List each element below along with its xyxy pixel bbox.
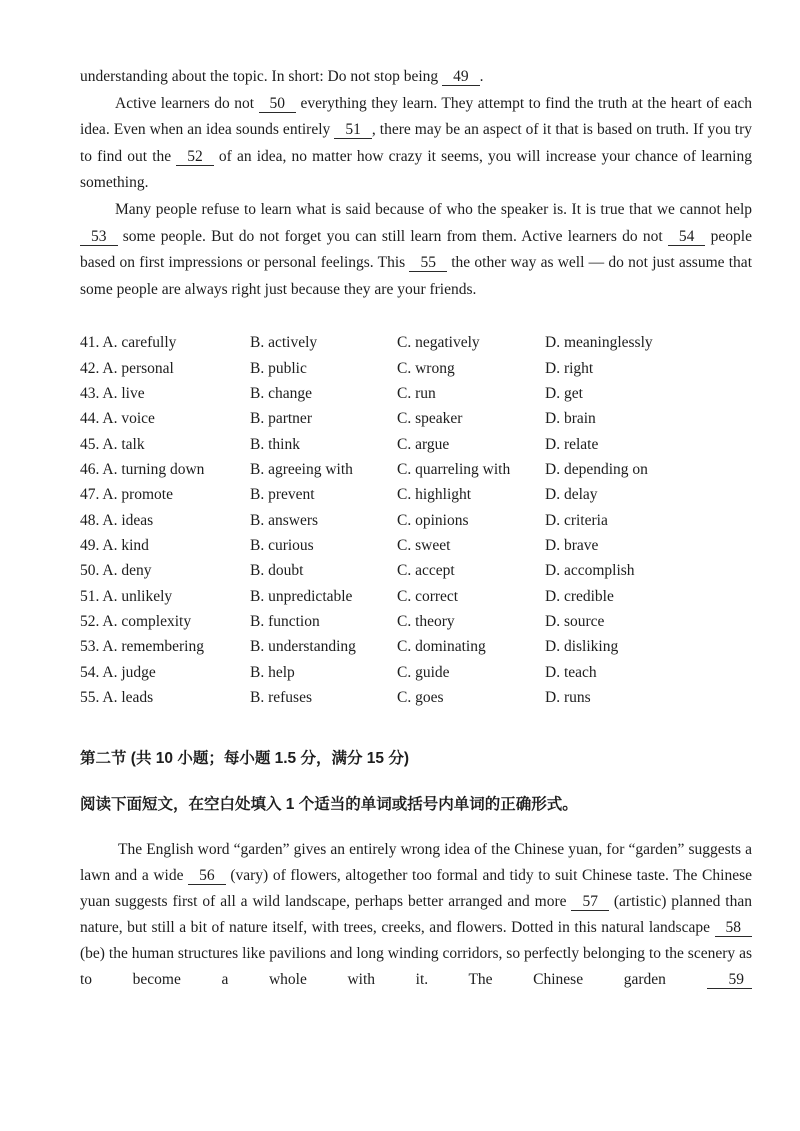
option-c: C. sweet bbox=[397, 537, 451, 555]
option-a: 51. A. unlikely bbox=[80, 587, 173, 605]
section2 bbox=[80, 748, 752, 816]
option-b: B. think bbox=[250, 435, 300, 453]
options-table bbox=[80, 330, 752, 710]
option-row bbox=[80, 533, 752, 558]
option-d: D. criteria bbox=[545, 511, 608, 529]
option-b: B. function bbox=[250, 613, 320, 631]
option-d: D. credible bbox=[545, 587, 614, 605]
gap-fill-passage bbox=[80, 837, 752, 993]
section2-instruction: 阅读下面短文，在空白处填入 1 个适当的单词或括号内单词的正确形式。 bbox=[80, 795, 578, 813]
blank-51: 51 bbox=[334, 121, 372, 139]
option-b: B. curious bbox=[250, 537, 314, 555]
option-d: D. source bbox=[545, 613, 605, 631]
option-b: B. agreeing with bbox=[250, 461, 353, 479]
option-c: C. goes bbox=[397, 689, 444, 707]
option-d: D. disliking bbox=[545, 638, 619, 656]
blank-59: 59 bbox=[707, 971, 753, 989]
option-a: 46. A. turning down bbox=[80, 461, 205, 479]
option-a: 42. A. personal bbox=[80, 359, 174, 377]
option-row bbox=[80, 432, 752, 457]
blank-55: 55 bbox=[409, 254, 447, 272]
cloze-paragraph-1: understanding about the topic. In short: Do not stop being 49 . bbox=[80, 68, 484, 85]
option-a: 53. A. remembering bbox=[80, 638, 204, 656]
option-b: B. help bbox=[250, 663, 295, 681]
cloze-paragraph-2: Active learners do not 50 everything they learn. They attempt to find the truth at the heart of each idea. Even when an idea sounds entirely 51 , there may be an aspect of it that is based on truth. If you try to find out the 52 of an idea, no matter how crazy it seems, you will increase your chance of learning something. bbox=[80, 94, 752, 192]
option-row bbox=[80, 584, 752, 609]
option-c: C. argue bbox=[397, 435, 450, 453]
option-a: 45. A. talk bbox=[80, 435, 145, 453]
option-a: 54. A. judge bbox=[80, 663, 156, 681]
option-c: C. accept bbox=[397, 562, 455, 580]
option-c: C. guide bbox=[397, 663, 450, 681]
option-d: D. right bbox=[545, 359, 594, 377]
option-row bbox=[80, 634, 752, 659]
option-a: 49. A. kind bbox=[80, 537, 149, 555]
option-b: B. answers bbox=[250, 511, 319, 529]
option-row bbox=[80, 330, 752, 355]
cloze-paragraph-3: Many people refuse to learn what is said because of who the speaker is. It is true that we cannot help 53 some people. But do not forget you can still learn from them. Active learners do not 54 people based on first impressions or personal feelings. This 55 the other way as well — do not just assume that some people are always right just because they are your friends. bbox=[80, 200, 752, 298]
option-d: D. teach bbox=[545, 663, 597, 681]
blank-56: 56 bbox=[188, 867, 226, 885]
option-b: B. refuses bbox=[250, 689, 312, 707]
option-row bbox=[80, 685, 752, 710]
cloze-passage bbox=[80, 64, 752, 303]
option-c: C. speaker bbox=[397, 410, 463, 428]
option-d: D. accomplish bbox=[545, 562, 635, 580]
option-row bbox=[80, 660, 752, 685]
blank-52: 52 bbox=[176, 148, 214, 166]
option-a: 43. A. live bbox=[80, 385, 145, 403]
option-b: B. change bbox=[250, 385, 312, 403]
option-c: C. correct bbox=[397, 587, 459, 605]
gap-fill-paragraph: The English word “garden” gives an entirely wrong idea of the Chinese yuan, for “garden” suggests a lawn and a wide 56 (vary) of flowers, altogether too formal and tidy to suit Chinese taste. The Chinese yuan suggests first of all a wild landscape, perhaps better arranged and more 57 (artistic) planned than nature, but still a bit of nature itself, with trees, creeks, and flowers. Dotted in this natural landscape 58 (be) the human structures like pavilions and long winding corridors, so perfectly belonging to the scenery as to become a whole with it. The Chinese garden 59 bbox=[80, 840, 752, 988]
option-d: D. runs bbox=[545, 689, 591, 707]
option-b: B. unpredictable bbox=[250, 587, 353, 605]
blank-58: 58 bbox=[715, 919, 753, 937]
section2-header: 第二节 (共 10 小题；每小题 1.5 分，满分 15 分) bbox=[80, 749, 409, 767]
option-b: B. public bbox=[250, 359, 307, 377]
option-b: B. partner bbox=[250, 410, 312, 428]
option-a: 55. A. leads bbox=[80, 689, 154, 707]
option-d: D. meaninglessly bbox=[545, 334, 653, 352]
option-d: D. brave bbox=[545, 537, 599, 555]
option-d: D. get bbox=[545, 385, 583, 403]
option-row bbox=[80, 406, 752, 431]
option-b: B. understanding bbox=[250, 638, 356, 656]
blank-49: 49 bbox=[442, 68, 480, 86]
option-row bbox=[80, 609, 752, 634]
option-c: C. run bbox=[397, 385, 436, 403]
blank-50: 50 bbox=[259, 95, 297, 113]
option-a: 52. A. complexity bbox=[80, 613, 192, 631]
option-a: 50. A. deny bbox=[80, 562, 152, 580]
option-b: B. doubt bbox=[250, 562, 304, 580]
option-b: B. actively bbox=[250, 334, 318, 352]
option-d: D. delay bbox=[545, 486, 598, 504]
blank-54: 54 bbox=[668, 228, 706, 246]
option-row bbox=[80, 482, 752, 507]
option-a: 41. A. carefully bbox=[80, 334, 177, 352]
option-row bbox=[80, 381, 752, 406]
option-row bbox=[80, 356, 752, 381]
option-b: B. prevent bbox=[250, 486, 315, 504]
option-d: D. relate bbox=[545, 435, 599, 453]
option-c: C. quarreling with bbox=[397, 461, 511, 479]
option-row bbox=[80, 457, 752, 482]
option-a: 47. A. promote bbox=[80, 486, 173, 504]
option-c: C. highlight bbox=[397, 486, 472, 504]
blank-53: 53 bbox=[80, 228, 118, 246]
option-a: 48. A. ideas bbox=[80, 511, 154, 529]
blank-57: 57 bbox=[571, 893, 609, 911]
option-c: C. wrong bbox=[397, 359, 455, 377]
option-c: C. opinions bbox=[397, 511, 469, 529]
option-row bbox=[80, 558, 752, 583]
option-a: 44. A. voice bbox=[80, 410, 155, 428]
option-row bbox=[80, 508, 752, 533]
option-c: C. negatively bbox=[397, 334, 480, 352]
option-d: D. brain bbox=[545, 410, 596, 428]
option-c: C. dominating bbox=[397, 638, 486, 656]
option-c: C. theory bbox=[397, 613, 455, 631]
option-d: D. depending on bbox=[545, 461, 648, 479]
